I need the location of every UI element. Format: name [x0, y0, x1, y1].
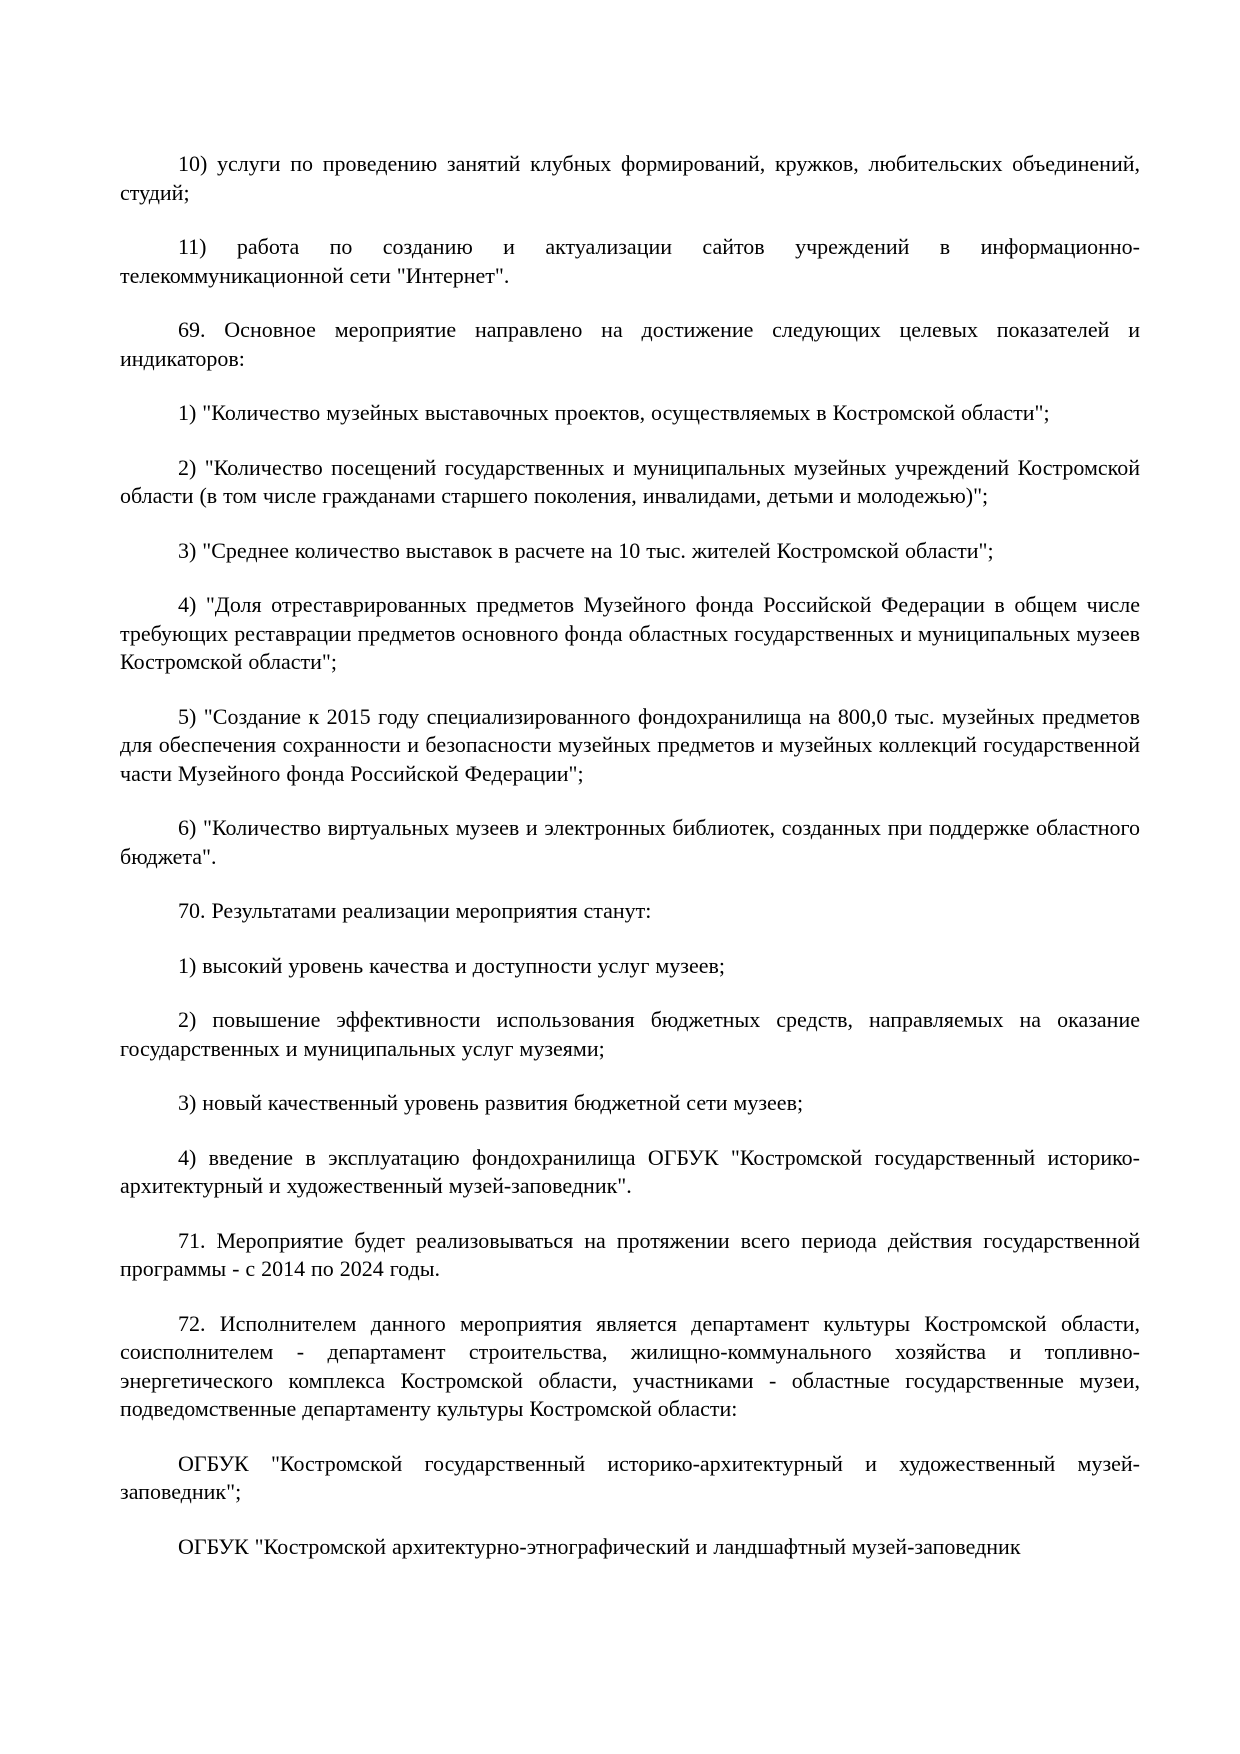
para-72-museum-1: ОГБУК "Костромской государственный историко-архитектурный и художественный музей-заповедник";: [120, 1450, 1140, 1504]
para-72-museum-2: ОГБУК "Костромской архитектурно-этнографический и ландшафтный музей-заповедник: [178, 1533, 1021, 1559]
para-70-result-2: 2) повышение эффективности использования бюджетных средств, направляемых на оказание государственных и муниципальных услуг музеями;: [120, 1007, 1140, 1061]
para-point-70: 70. Результатами реализации мероприятия станут:: [178, 898, 652, 923]
para-point-71: 71. Мероприятие будет реализовываться на протяжении всего периода действия государственной программы - с 2014 по 2024 годы.: [120, 1227, 1140, 1281]
para-69-indicator-3: 3) "Среднее количество выставок в расчете на 10 тыс. жителей Костромской области";: [178, 537, 994, 563]
para-point-72: 72. Исполнителем данного мероприятия является департамент культуры Костромской области, соисполнителем - департамент строительства, жилищно-коммунального хозяйства и топливно-энергетического комплекса Костромской области, участниками - областные государственные музеи, подведомственные департаменту культуры Костромской области:: [120, 1310, 1140, 1421]
para-69-indicator-4: 4) "Доля отреставрированных предметов Музейного фонда Российской Федерации в общем числе требующих реставрации предметов основного фонда областных государственных и муниципальных музеев Костромской области";: [120, 592, 1140, 674]
para-69-indicator-2: 2) "Количество посещений государственных и муниципальных музейных учреждений Костромской области (в том числе гражданами старшего поколения, инвалидами, детьми и молодежью)";: [120, 454, 1140, 508]
para-69-indicator-1: 1) "Количество музейных выставочных проектов, осуществляемых в Костромской области";: [178, 400, 1050, 425]
para-69-indicator-6: 6) "Количество виртуальных музеев и электронных библиотек, созданных при поддержке областного бюджета".: [120, 815, 1140, 869]
para-clause-10: 10) услуги по проведению занятий клубных формирований, кружков, любительских объединений, студий;: [120, 151, 1140, 205]
para-70-result-4: 4) введение в эксплуатацию фондохранилища ОГБУК "Костромской государственный историко-архитектурный и художественный музей-заповедник".: [120, 1144, 1140, 1198]
para-70-result-1: 1) высокий уровень качества и доступности услуг музеев;: [178, 952, 726, 978]
para-clause-11: 11) работа по созданию и актуализации сайтов учреждений в информационно-телекоммуникационной сети "Интернет".: [120, 234, 1140, 288]
para-69-indicator-5: 5) "Создание к 2015 году специализированного фондохранилища на 800,0 тыс. музейных предметов для обеспечения сохранности и безопасности музейных предметов и музейных коллекций государственной части Музейного фонда Российской Федерации";: [120, 703, 1140, 786]
para-70-result-3: 3) новый качественный уровень развития бюджетной сети музеев;: [178, 1090, 804, 1115]
para-point-69: 69. Основное мероприятие направлено на достижение следующих целевых показателей и индикаторов:: [120, 317, 1140, 371]
